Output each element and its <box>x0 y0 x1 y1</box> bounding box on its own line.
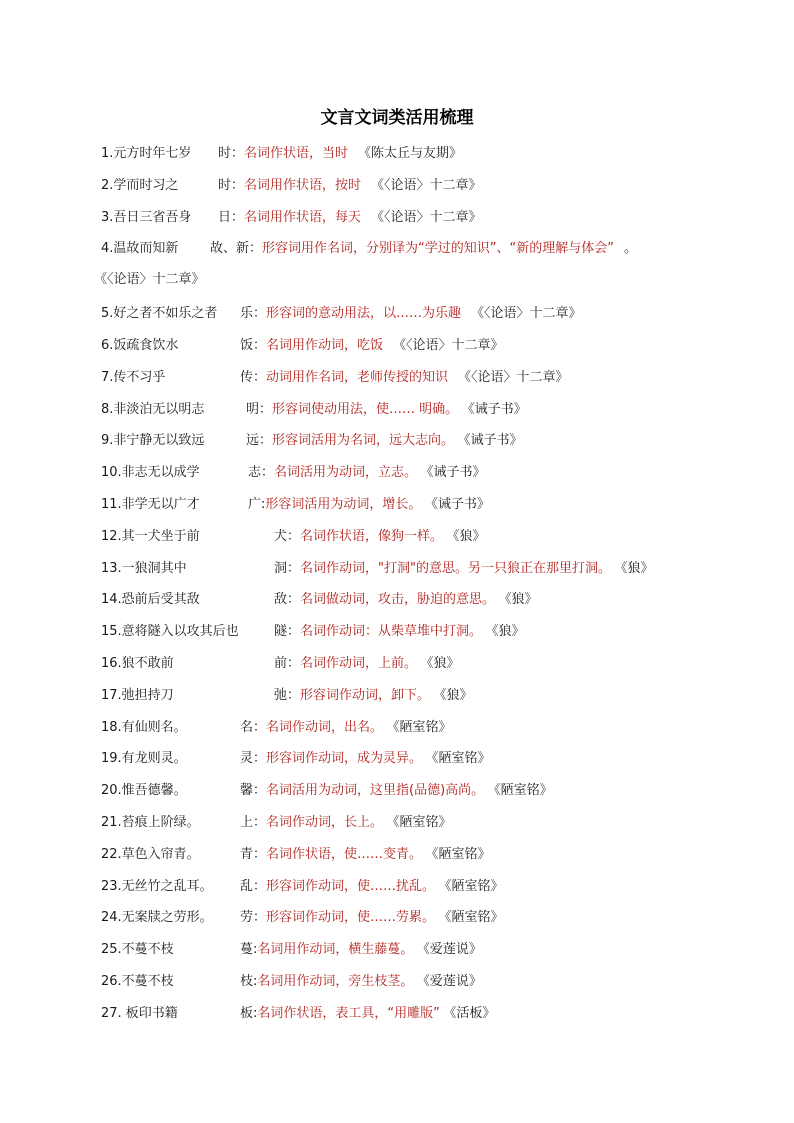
item-word: 饭： <box>240 338 267 353</box>
item-source: 《陋室铭》 <box>432 846 491 862</box>
item-word: 敌： <box>274 592 301 608</box>
item-source: 《〈论语〉十二章》 <box>458 369 569 385</box>
item-source: 《陋室铭》 <box>432 751 491 767</box>
item-explanation <box>248 463 486 483</box>
item-meaning: 形容词作动词，使……扰乱。 <box>266 878 436 894</box>
item-word: 洞： <box>274 560 301 576</box>
item-explanation <box>240 1004 495 1024</box>
item-sentence: 9.非宁静无以致远 <box>101 433 205 449</box>
item-sentence: 11.非学无以广才 <box>101 497 200 512</box>
item-source: 《〈论语〉十二章》 <box>371 209 482 225</box>
item-word: 上： <box>240 815 267 830</box>
item-explanation <box>240 781 553 801</box>
item-sentence: 15.意将隧入以攻其后也 <box>101 624 239 640</box>
item-explanation <box>274 527 486 547</box>
item-explanation <box>218 208 482 228</box>
item-meaning: 形容词作动词，使……劳累。 <box>266 910 436 926</box>
item-word: 前： <box>274 656 301 671</box>
item-meaning: 名词用作动词，吃饭 <box>266 338 384 353</box>
item-word: 乱： <box>240 878 267 894</box>
item-explanation <box>240 304 582 324</box>
item-explanation <box>240 336 504 356</box>
item-explanation <box>274 686 473 706</box>
item-meaning: 名词作动词：从柴草堆中打洞。 <box>300 624 483 640</box>
item-source: 《〈论语〉十二章》 <box>371 177 482 193</box>
item-word: 青： <box>240 846 267 862</box>
item-word: 劳： <box>240 910 267 926</box>
item-sentence: 4.温故而知新 <box>101 241 179 257</box>
item-meaning: 名词作动词，上前。 <box>300 656 418 671</box>
item-explanation <box>274 559 654 579</box>
item-meaning: 名词用作状语，按时 <box>244 177 362 193</box>
item-sentence: 18.有仙则名。 <box>101 719 187 735</box>
item-word: 弛： <box>274 687 301 703</box>
item-word: 隧： <box>274 624 301 640</box>
item-4-source-continuation: 《〈论语〉十二章》 <box>94 272 205 287</box>
item-explanation <box>218 144 462 164</box>
item-explanation <box>240 845 491 865</box>
item-sentence: 5.好之者不如乐之者 <box>101 306 218 322</box>
item-meaning: 名词用作状语，每天 <box>244 209 362 225</box>
item-explanation <box>240 718 452 738</box>
item-sentence: 8.非淡泊无以明志 <box>101 401 205 417</box>
item-meaning: 形容词用作名词，分别译为“学过的知识”、“新的理解与体会” <box>262 241 614 257</box>
item-source: 《狼》 <box>440 687 473 703</box>
item-meaning: 名词做动词，攻击，胁迫的意思。 <box>300 592 496 608</box>
item-meaning: 名词作状语，当时 <box>244 146 349 161</box>
item-source: 《〈论语〉十二章》 <box>471 306 582 322</box>
item-source: 《诫子书》 <box>427 465 486 481</box>
item-word: 远： <box>246 433 273 449</box>
item-meaning: 形容词使动用法，使…… 明确。 <box>272 401 459 417</box>
item-sentence: 26.不蔓不枝 <box>101 974 174 989</box>
item-word: 名： <box>240 719 267 735</box>
item-explanation <box>240 908 504 928</box>
item-word: 灵： <box>240 751 267 767</box>
item-meaning: 名词作状语，使……变青。 <box>266 846 423 862</box>
item-word: 明： <box>246 401 273 417</box>
item-sentence: 14.恐前后受其敌 <box>101 592 200 608</box>
item-sentence: 13.一狼洞其中 <box>101 560 187 576</box>
page-title: 文言文词类活用梳理 <box>320 108 474 128</box>
item-meaning: 形容词作动词，成为灵异。 <box>266 751 423 767</box>
item-explanation <box>210 239 637 259</box>
item-explanation <box>274 622 525 642</box>
item-explanation <box>240 972 482 992</box>
item-source: 《爱莲说》 <box>423 974 482 989</box>
item-word: 馨： <box>240 783 267 799</box>
item-sentence: 6.饭疏食饮水 <box>101 338 179 353</box>
item-word: 蔓: <box>240 942 258 958</box>
item-meaning: 形容词作动词，卸下。 <box>300 687 431 703</box>
item-meaning: 形容词活用为名词，远大志向。 <box>272 433 455 449</box>
item-source: 《狼》 <box>492 624 525 640</box>
item-sentence: 17.弛担持刀 <box>101 687 174 703</box>
item-explanation <box>274 654 460 674</box>
item-sentence: 22.草色入帘青。 <box>101 846 200 862</box>
item-source: 《陋室铭》 <box>445 878 504 894</box>
item-meaning: 形容词的意动用法，以……为乐趣 <box>266 306 462 322</box>
item-sentence: 21.苔痕上阶绿。 <box>101 815 200 830</box>
item-sentence: 19.有龙则灵。 <box>101 751 187 767</box>
item-word: 传： <box>240 369 267 385</box>
item-meaning: 名词活用为动词，立志。 <box>274 465 418 481</box>
item-sentence: 25.不蔓不枝 <box>101 942 174 958</box>
item-source: 《爱莲说》 <box>423 942 482 958</box>
item-explanation <box>240 877 504 897</box>
item-explanation <box>240 749 491 769</box>
item-sentence: 12.其一犬坐于前 <box>101 528 200 544</box>
item-word: 志： <box>248 465 275 481</box>
item-sentence: 7.传不习乎 <box>101 369 166 385</box>
item-word: 广: <box>248 497 266 512</box>
item-sentence: 23.无丝竹之乱耳。 <box>101 878 213 894</box>
item-source: 《陋室铭》 <box>393 719 452 735</box>
item-meaning: 名词作动词，出名。 <box>266 719 384 735</box>
item-word: 犬： <box>274 528 301 544</box>
item-meaning: 形容词活用为动词，增长。 <box>265 497 422 512</box>
item-source: 《狼》 <box>453 528 486 544</box>
item-source: 。 <box>623 241 637 257</box>
item-word: 时： <box>218 177 245 193</box>
item-meaning: 名词用作动词，旁生枝茎。 <box>257 974 414 989</box>
item-sentence: 2.学而时习之 <box>101 177 179 193</box>
item-meaning: 名词作状语，像狗一样。 <box>300 528 444 544</box>
item-explanation <box>240 813 452 833</box>
item-explanation <box>240 940 482 960</box>
item-word: 板: <box>240 1005 258 1021</box>
item-sentence: 24.无案牍之劳形。 <box>101 910 213 926</box>
item-sentence: 3.吾日三省吾身 <box>101 209 192 225</box>
item-explanation <box>218 176 482 196</box>
item-source: 《诫子书》 <box>468 401 527 417</box>
item-word: 枝: <box>240 974 258 989</box>
item-meaning: 名词作动词，长上。 <box>266 815 384 830</box>
item-source: 《陋室铭》 <box>393 815 452 830</box>
item-explanation <box>240 368 569 388</box>
item-source: 《陋室铭》 <box>494 783 553 799</box>
item-word: 时： <box>218 146 245 161</box>
item-source: 《〈论语〉十二章》 <box>393 338 504 353</box>
item-sentence: 1.元方时年七岁 <box>101 146 192 161</box>
item-source: 《活板》 <box>449 1005 496 1021</box>
item-source: 《陈太丘与友期》 <box>358 146 463 161</box>
item-meaning: 名词活用为动词，这里指(品德)高尚。 <box>266 783 485 799</box>
item-source: 《陋室铭》 <box>445 910 504 926</box>
item-explanation <box>274 590 538 610</box>
item-word: 故、新： <box>210 241 263 257</box>
item-word: 乐： <box>240 306 267 322</box>
item-sentence: 16.狼不敢前 <box>101 656 174 671</box>
item-word: 日： <box>218 209 245 225</box>
item-source: 《狼》 <box>620 560 654 576</box>
item-meaning: 名词作状语，表工具，“用雕版” <box>257 1005 440 1021</box>
item-source: 《狼》 <box>505 592 538 608</box>
item-sentence: 27. 板印书籍 <box>101 1005 178 1021</box>
item-sentence: 10.非志无以成学 <box>101 465 200 481</box>
item-meaning: 名词作动词，"打洞"的意思。另一只狼正在那里打洞。 <box>300 560 611 576</box>
item-sentence: 20.惟吾德馨。 <box>101 783 187 799</box>
item-source: 《狼》 <box>427 656 460 671</box>
item-explanation <box>246 400 527 420</box>
item-explanation <box>248 495 490 515</box>
item-meaning: 动词用作名词，老师传授的知识 <box>266 369 449 385</box>
item-source: 《诫子书》 <box>464 433 523 449</box>
item-source: 《诫子书》 <box>431 497 490 512</box>
item-explanation <box>246 431 523 451</box>
item-meaning: 名词用作动词，横生藤蔓。 <box>257 942 414 958</box>
